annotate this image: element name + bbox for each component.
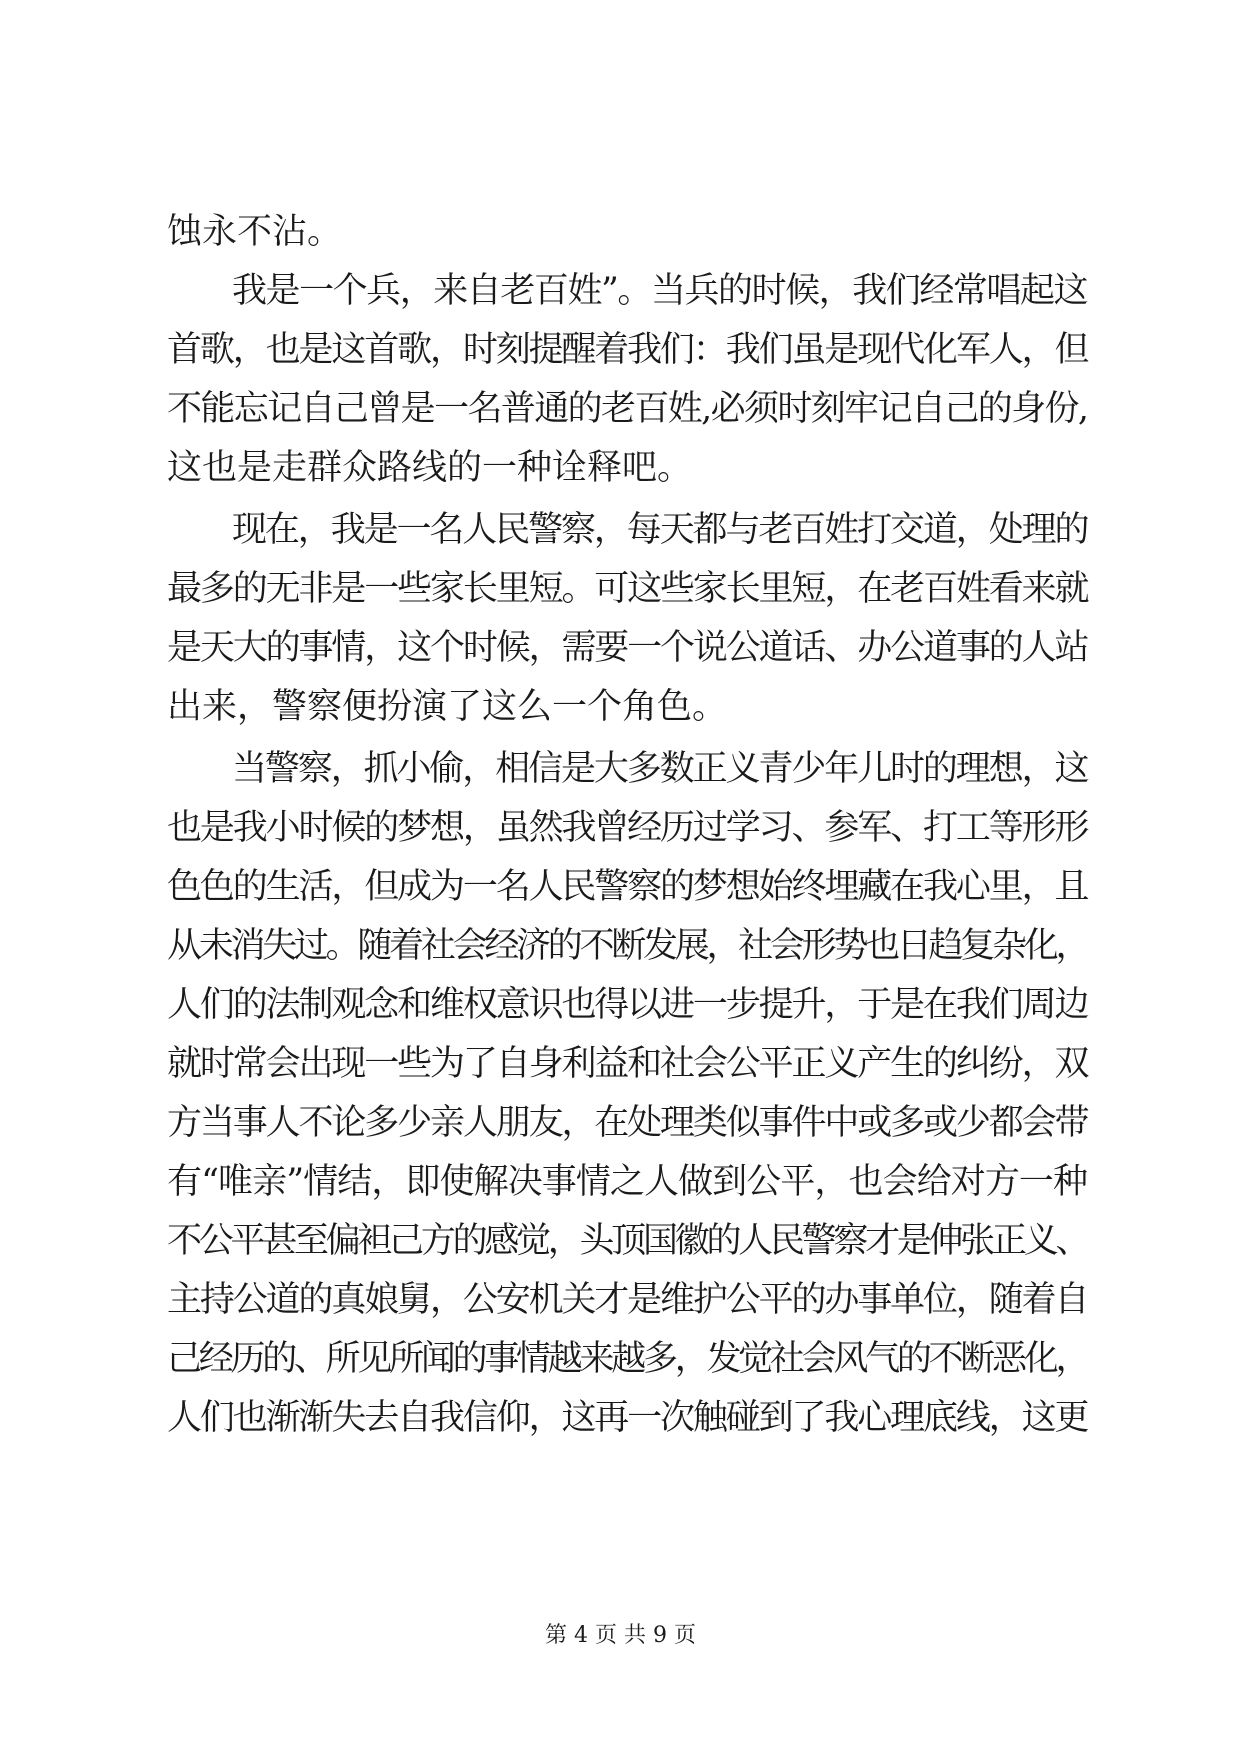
text-line: 最多的无非是一些家长里短。可这些家长里短，在老百姓看来就 [167,569,1087,609]
text-line: 人们的法制观念和维权意识也得以进一步提升，于是在我们周边 [167,985,1087,1025]
text-line: 就时常会出现一些为了自身利益和社会公平正义产生的纠纷，双 [167,1044,1087,1084]
text-line: 主持公道的真娘舅，公安机关才是维护公平的办事单位，随着自 [167,1280,1087,1320]
text-line: 人们也渐渐失去自我信仰，这再一次触碰到了我心理底线，这更 [167,1398,1087,1438]
text-line: 出来，警察便扮演了这么一个角色。 [167,687,728,727]
text-line: 方当事人不论多少亲人朋友，在处理类似事件中或多或少都会带 [167,1103,1087,1143]
text-line: 己经历的、所见所闻的事情越来越多，发觉社会风气的不断恶化， [167,1339,1087,1379]
text-line: 我是一个兵，来自老百姓”。当兵的时候，我们经常唱起这 [232,271,1087,311]
text-line: 从未消失过。随着社会经济的不断发展，社会形势也日趋复杂化， [167,926,1087,966]
text-line: 这也是走群众路线的一种诠释吧。 [167,448,693,488]
page-number-footer: 第 4 页 共 9 页 [545,1623,696,1648]
text-line: 首歌，也是这首歌，时刻提醒着我们：我们虽是现代化军人，但 [167,330,1087,370]
text-line: 有“唯亲”情结，即使解决事情之人做到公平，也会给对方一种 [167,1162,1087,1202]
text-line: 现在，我是一名人民警察，每天都与老百姓打交道，处理的 [232,510,1087,550]
text-line: 当警察，抓小偷，相信是大多数正义青少年儿时的理想，这 [232,749,1087,789]
text-line: 也是我小时候的梦想，虽然我曾经历过学习、参军、打工等形形 [167,808,1087,848]
text-line: 蚀永不沾。 [167,212,343,252]
text-line: 是天大的事情，这个时候，需要一个说公道话、办公道事的人站 [167,628,1087,668]
text-line: 不能忘记自己曾是一名普通的老百姓,必须时刻牢记自己的身份, [167,389,1087,429]
text-line: 不公平甚至偏袒己方的感觉，头顶国徽的人民警察才是伸张正义、 [167,1221,1087,1261]
text-line: 色色的生活，但成为一名人民警察的梦想始终埋藏在我心里，且 [167,867,1087,907]
